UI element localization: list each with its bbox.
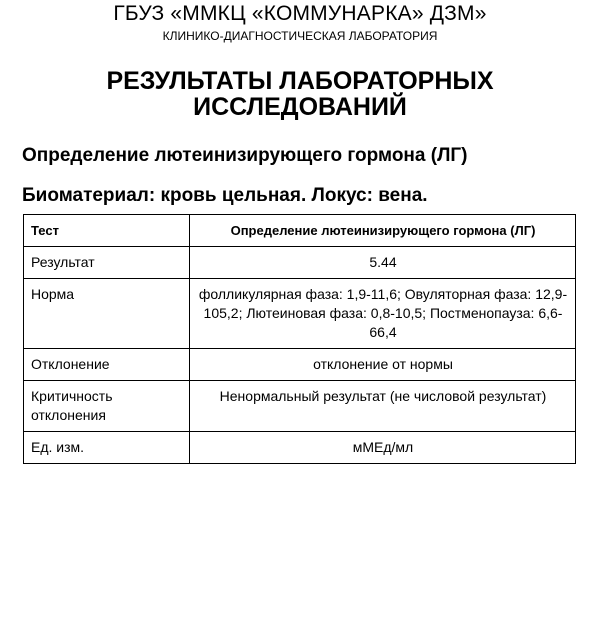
table-row-result [24, 247, 576, 279]
row-label: Норма [24, 279, 190, 349]
row-value: отклонение от нормы [190, 349, 576, 381]
header-label-cell: Тест [24, 215, 190, 247]
row-label: Отклонение [24, 349, 190, 381]
title-line-1: РЕЗУЛЬТАТЫ ЛАБОРАТОРНЫХ [106, 67, 494, 95]
table-row-deviation [24, 349, 576, 381]
row-label: Ед. изм. [24, 432, 190, 464]
row-value: 5.44 [190, 247, 576, 279]
row-label: Критичность отклонения [24, 381, 190, 432]
biomaterial-heading: Биоматериал: кровь цельная. Локус: вена. [22, 185, 428, 206]
table-header-row [24, 215, 576, 247]
page-title [0, 68, 600, 120]
row-label: Результат [24, 247, 190, 279]
title-line-2: ИССЛЕДОВАНИЙ [193, 93, 407, 121]
laboratory-name: КЛИНИКО-ДИАГНОСТИЧЕСКАЯ ЛАБОРАТОРИЯ [162, 29, 438, 43]
table-row-units [24, 432, 576, 464]
results-table [23, 214, 576, 464]
report-header [0, 0, 600, 120]
row-value: мМЕд/мл [190, 432, 576, 464]
row-value: фолликулярная фаза: 1,9-11,6; Овуляторная фаза: 12,9-105,2; Лютеиновая фаза: 0,8-10,5; Постменопауза: 6,6-66,4 [190, 279, 576, 349]
header-value-cell: Определение лютеинизирующего гормона (ЛГ) [190, 215, 576, 247]
table-row-norm [24, 279, 576, 349]
organization-name: ГБУЗ «ММКЦ «КОММУНАРКА» ДЗМ» [113, 2, 487, 25]
row-value: Ненормальный результат (не числовой результат) [190, 381, 576, 432]
test-name-heading: Определение лютеинизирующего гормона (ЛГ) [22, 145, 468, 166]
table-row-criticality [24, 381, 576, 432]
